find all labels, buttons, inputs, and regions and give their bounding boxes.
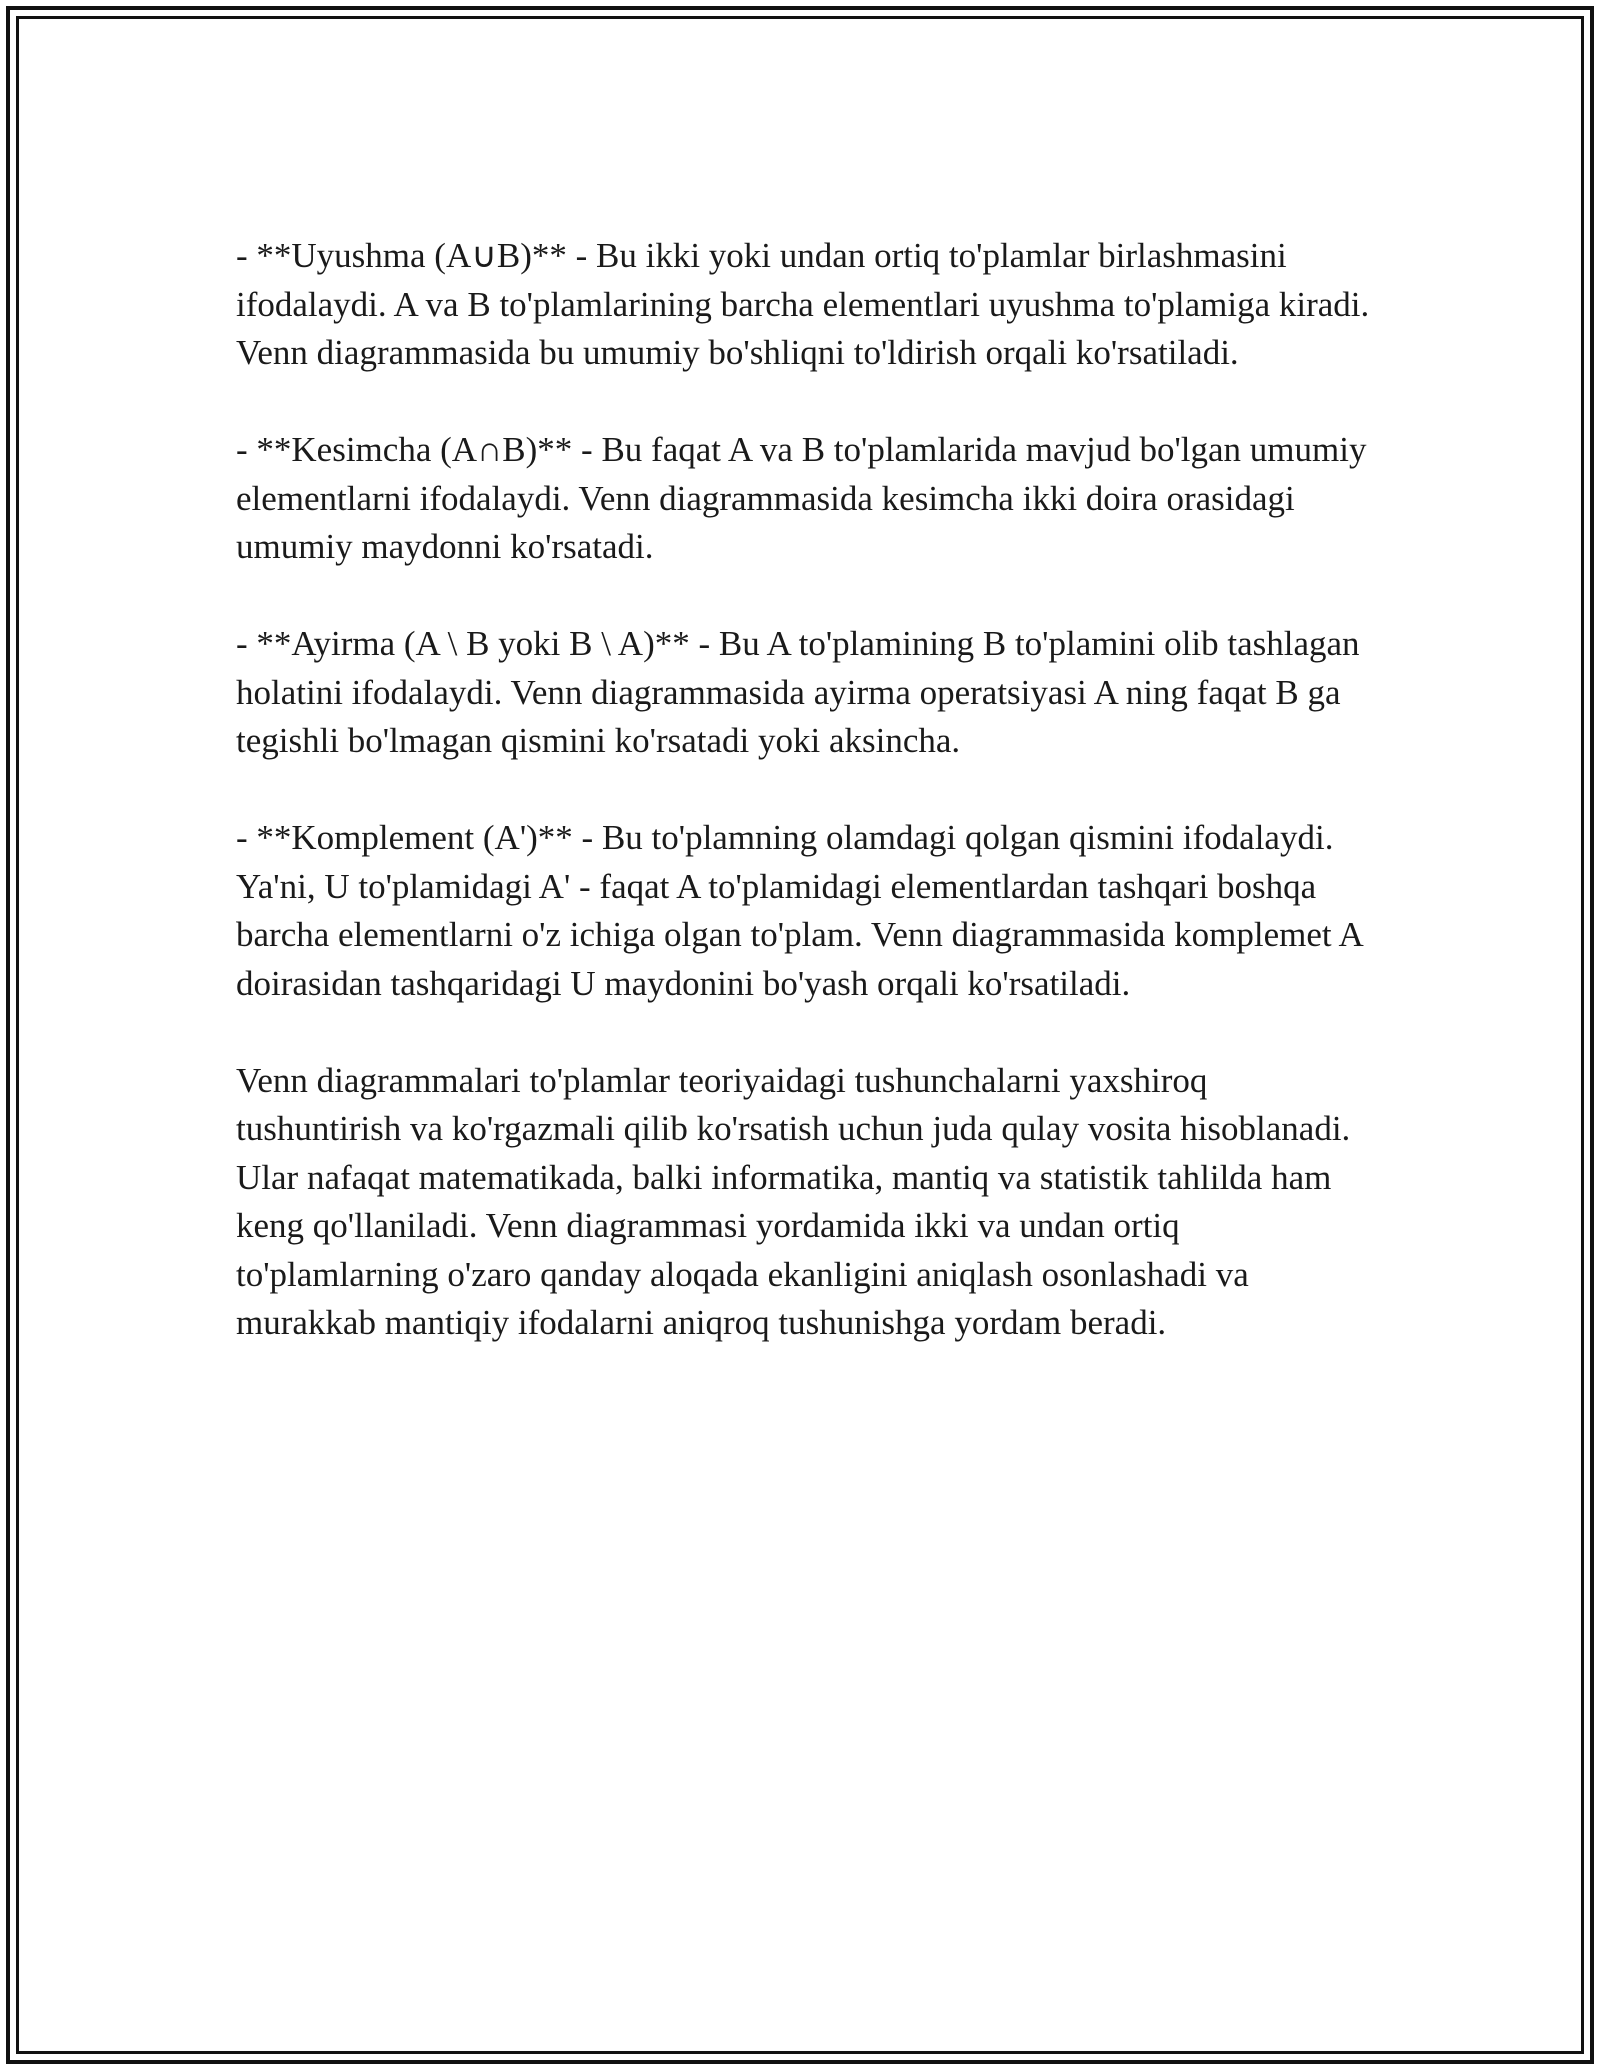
paragraph-union: - **Uyushma (A∪B)** - Bu ikki yoki undan ortiq to'plamlar birlashmasini ifodalaydi. A va B to'plamlarining barcha elementlari uyushma to'plamiga kiradi. Venn diagrammasida bu umumiy bo'shliqni to'ldirish orqali ko'rsatiladi.	[236, 236, 1370, 372]
document-body	[236, 232, 1378, 1396]
paragraph-complement: - **Komplement (A')** - Bu to'plamning olamdagi qolgan qismini ifodalaydi. Ya'ni, U to'plamidagi A' - faqat A to'plamidagi elementlardan tashqari boshqa barcha elementlarni o'z ichiga olgan to'plam. Venn diagrammasida komplemet A doirasidan tashqaridagi U maydonini bo'yash orqali ko'rsatiladi.	[236, 818, 1362, 1003]
paragraph-difference: - **Ayirma (A \ B yoki B \ A)** - Bu A to'plamining B to'plamini olib tashlagan holatini ifodalaydi. Venn diagrammasida ayirma operatsiyasi A ning faqat B ga tegishli bo'lmagan qismini ko'rsatadi yoki aksincha.	[236, 624, 1360, 760]
paragraph-conclusion: Venn diagrammalari to'plamlar teoriyaidagi tushunchalarni yaxshiroq tushuntirish va ko'rgazmali qilib ko'rsatish uchun juda qulay vosita hisoblanadi. Ular nafaqat matematikada, balki informatika, mantiq va statistik tahlilda ham keng qo'llaniladi. Venn diagrammasi yordamida ikki va undan ortiq to'plamlarning o'zaro qanday aloqada ekanligini aniqlash osonlashadi va murakkab mantiqiy ifodalarni aniqroq tushunishga yordam beradi.	[236, 1060, 1351, 1342]
paragraph-intersection: - **Kesimcha (A∩B)** - Bu faqat A va B to'plamlarida mavjud bo'lgan umumiy elementlarni ifodalaydi. Venn diagrammasida kesimcha ikki doira orasidagi umumiy maydonni ko'rsatadi.	[236, 430, 1367, 566]
